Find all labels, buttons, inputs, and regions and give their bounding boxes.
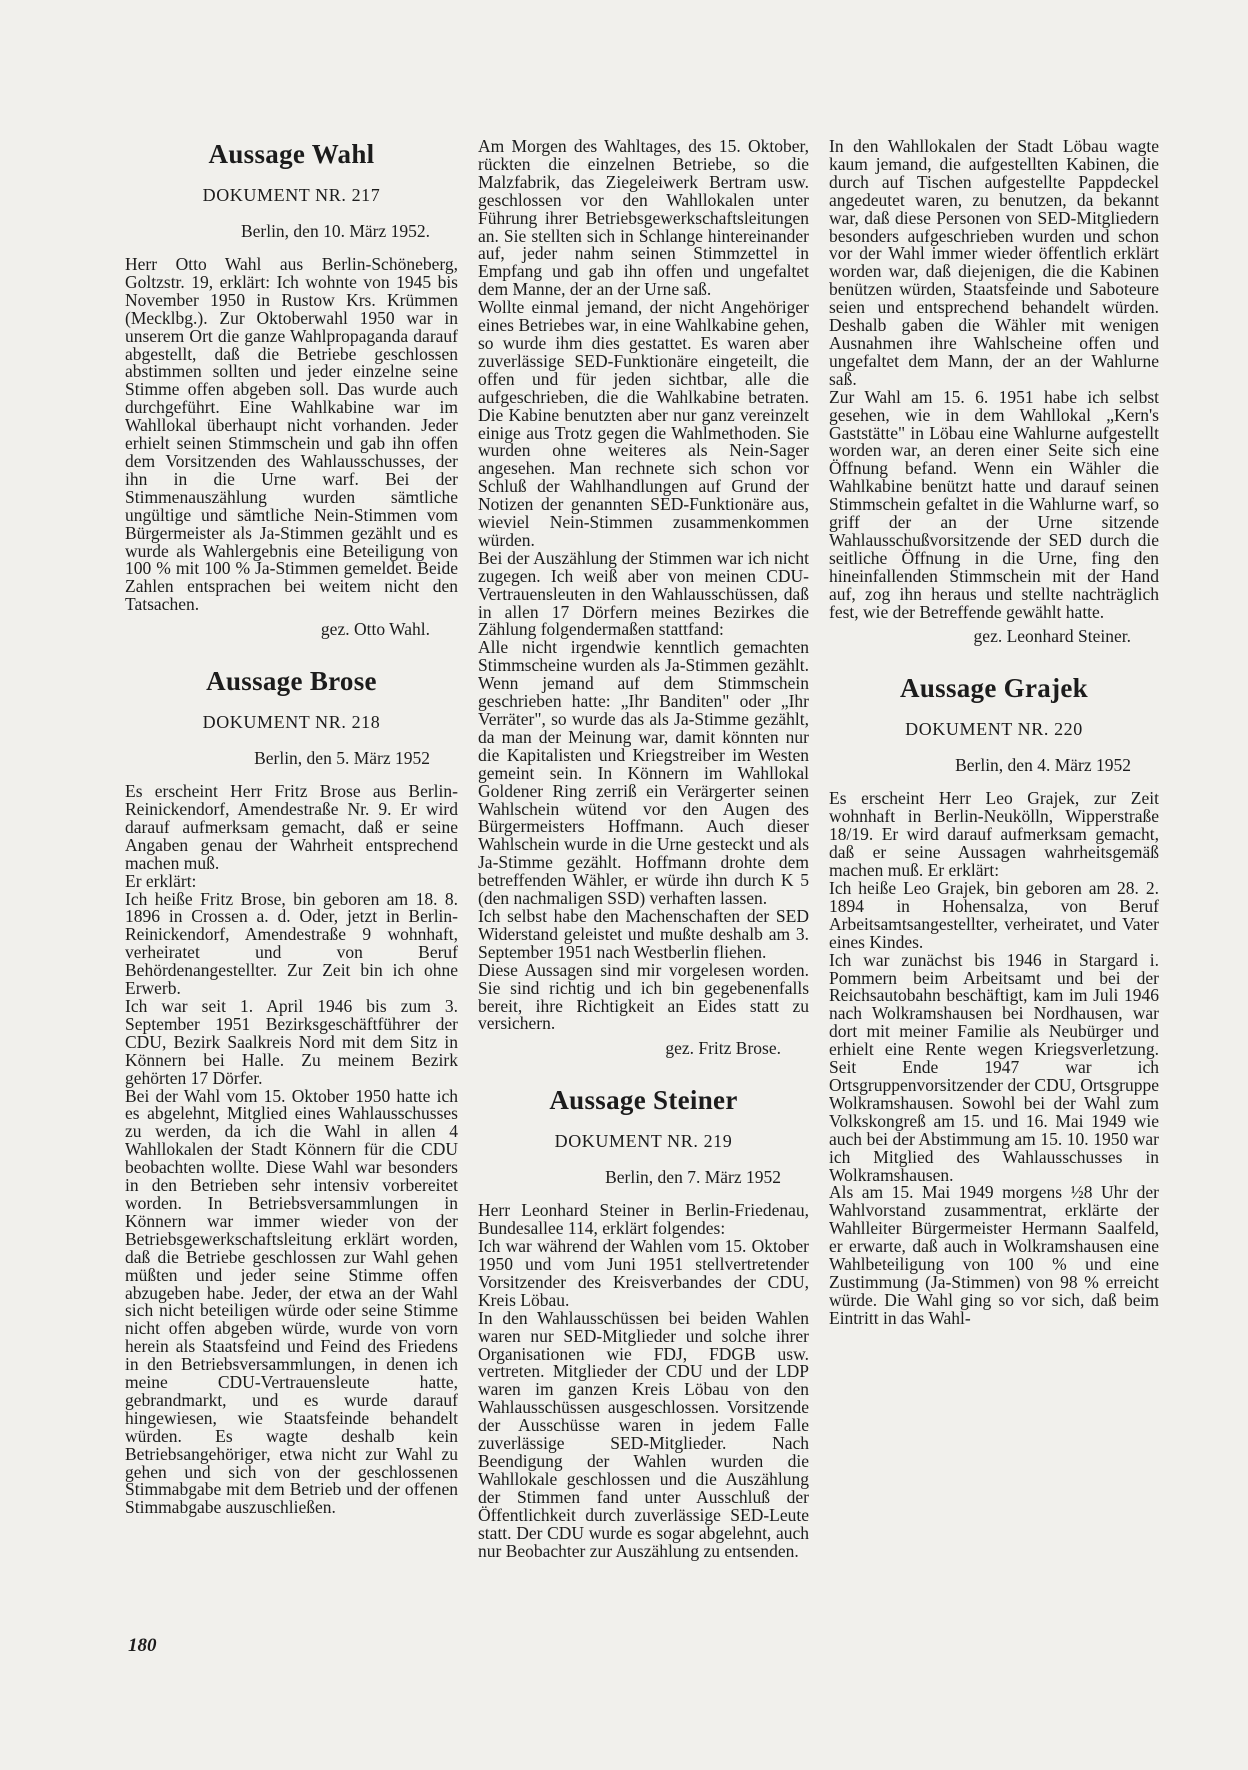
paragraph-brose-1: Es erscheint Herr Fritz Brose aus Berlin-Reinickendorf, Amendestraße Nr. 9. Er wird darauf aufmerksam gemacht, daß er seine Angaben genau der Wahrheit entsprechend machen muß. bbox=[125, 781, 458, 873]
date-brose: Berlin, den 5. März 1952 bbox=[254, 748, 430, 769]
paragraph-brose-5: Bei der Wahl vom 15. Oktober 1950 hatte ich es abgelehnt, Mitglied eines Wahlausschusses zu werden, da ich die Wahl in allen 4 Wahllokalen der Stadt Könnern für die CDU beobachten wollte. Diese Wahl war besonders in den Betrieben sehr intensiv vorbereitet worden. In Betriebsversammlungen in Könnern war immer wieder von der Betriebsgewerkschaftsleitung erklärt worden, daß die Betriebe geschlossen zur Wahl gehen müßten und jeder seine Stimme offen abzugeben habe. Jeder, der etwa an der Wahl sich nicht beteiligen würde oder seine Stimme nicht offen abgeben würde, wurde von vorn herein als Staatsfeind und Feind des Friedens in den Betriebsversammlungen, in denen ich meine CDU-Vertrauensleute hatte, gebrandmarkt, und es wurde darauf hingewiesen, wie Staatsfeinde behandelt würden. Es wagte deshalb kein Betriebsangehöriger, etwa nicht zur Wahl zu gehen und sich von der geschlossenen Stimmabgabe mit dem Betrieb und der offenen Stimmabgabe auszuschließen. bbox=[125, 1085, 458, 1518]
section-title-grajek: Aussage Grajek bbox=[900, 673, 1088, 704]
column-3 bbox=[829, 138, 1159, 1328]
paragraph-steiner-5: Zur Wahl am 15. 6. 1951 habe ich selbst gesehen, wie in dem Wahllokal „Kern's Gaststätte" in Löbau eine Wahlurne aufgestellt worden war, an deren einer Seite sich eine Öffnung befand. Wenn ein Wähler die Wahlkabine benützt hatte und darauf seinen Stimmschein gefaltet in die Wahlurne warf, so griff der an der Urne sitzende Wahlausschußvorsitzende der SED durch die seitliche Öffnung in die Urne, fing den hineinfallenden Stimmschein mit der Hand auf, zog ihn heraus und stellte nachträglich fest, wie der Betreffende gewählt hatte. bbox=[829, 386, 1159, 622]
section-title-steiner: Aussage Steiner bbox=[549, 1085, 738, 1116]
paragraph-brose-3: Ich heiße Fritz Brose, bin geboren am 18. 8. 1896 in Crossen a. d. Oder, jetzt in Berlin-Reinickendorf, Amendestraße 9 wohnhaft, verheiratet und von Beruf Behördenangestellter. Zur Zeit bin ich ohne Erwerb. bbox=[125, 888, 458, 999]
paragraph-brose-6: Am Morgen des Wahltages, des 15. Oktober, rückten die einzelnen Betriebe, so die Malzfabrik, das Ziegeleiwerk Bertram usw. geschlossen vor den Wahllokalen unter Führung ihrer Betriebsgewerkschaftsleitungen an. Sie stellten sich in Schlange hintereinander auf, jeder nahm seinen Stimmzettel in Empfang und gab ihn offen und ungefaltet dem Manne, der an der Urne saß. bbox=[478, 136, 809, 300]
section-title-wahl: Aussage Wahl bbox=[208, 139, 375, 169]
paragraph-wahl: Herr Otto Wahl aus Berlin-Schöneberg, Goltzstr. 19, erklärt: Ich wohnte von 1945 bis November 1950 in Rustow Krs. Krümmen (Mecklbg.). Zur Oktoberwahl 1950 war in unserem Ort die ganze Wahlpropaganda darauf abgestellt, daß die Betriebe geschlossen abstimmen sollten und jeder einzelne seine Stimme offen abgeben soll. Das wurde auch durchgeführt. Eine Wahlkabine war im Wahllokal überhaupt nicht vorhanden. Jeder erhielt seinen Stimmschein und gab ihn offen dem Vorsitzenden des Wahlausschusses, der ihn in die Urne warf. Bei der Stimmenauszählung wurden sämtliche ungültige und sämtliche Nein-Stimmen vom Bürgermeister als Ja-Stimmen gezählt und es wurde als Wahlergebnis eine Beteiligung von 100 % mit 100 % Ja-Stimmen gemeldet. Beide Zahlen entsprachen bei weitem nicht den Tatsachen. bbox=[125, 254, 458, 615]
paragraph-brose-7: Wollte einmal jemand, der nicht Angehöriger eines Betriebes war, in eine Wahlkabine gehen, so wurde ihm dies gestattet. Es waren aber zuverlässige SED-Funktionäre eingeteilt, die offen und für jeden sichtbar, alle die aufgeschrieben, die die Wahlkabine betraten. Die Kabine benutzten aber nur ganz vereinzelt einige aus Trotz gegen die Wahlmethoden. Sie wurden ohne weiteres als Nein-Sager angesehen. Man rechnete sich schon vor Schluß der Wahlhandlungen auf Grund der Notizen der genannten SED-Funktionäre aus, wieviel Nein-Stimmen zusammenkommen würden. bbox=[478, 297, 809, 550]
document-number-220: DOKUMENT NR. 220 bbox=[905, 719, 1083, 740]
paragraph-steiner-4: In den Wahllokalen der Stadt Löbau wagte kaum jemand, die aufgestellten Kabinen, die durch auf Tischen aufgestellte Pappdeckel angedeutet waren, zu benutzen, da bekannt war, daß diese Personen von SED-Mitgliedern besonders aufgeschrieben wurden und schon vor der Wahl immer wieder öffentlich erklärt worden war, daß diejenigen, die die Kabinen benützen würden, Staatsfeinde und Saboteure seien und entsprechend behandelt würden. Deshalb gaben die Wähler mit wenigen Ausnahmen ihre Wahlscheine offen und ungefaltet dem Mann, der an der Wahlurne saß. bbox=[829, 136, 1159, 389]
paragraph-steiner-1: Herr Leonhard Steiner in Berlin-Friedenau, Bundesallee 114, erklärt folgendes: bbox=[478, 1200, 809, 1239]
paragraph-brose-10: Ich selbst habe den Machenschaften der SED Widerstand geleistet und mußte deshalb am 3. September 1951 nach Westberlin fliehen. bbox=[478, 905, 809, 962]
column-1 bbox=[125, 138, 458, 1517]
date-grajek: Berlin, den 4. März 1952 bbox=[955, 755, 1131, 776]
date-wahl: Berlin, den 10. März 1952. bbox=[240, 221, 430, 241]
signature-steiner: gez. Leonhard Steiner. bbox=[973, 626, 1131, 647]
paragraph-brose-9: Alle nicht irgendwie kenntlich gemachten Stimmscheine wurden als Ja-Stimmen gezählt. Wenn jemand auf dem Stimmschein geschrieben hatte: „Ihr Banditen" oder „Ihr Verräter", so wurde das als Ja-Stimme gezählt, da man der Meinung war, damit könnten nur die Kapitalisten und Kriegstreiber im Westen gemeint sein. In Könnern im Wahllokal Goldener Ring zerriß ein Verärgerter seinen Wahlschein wütend vor den Augen des Bürgermeisters Hoffmann. Auch dieser Wahlschein wurde in die Urne gesteckt und als Ja-Stimme gezählt. Hoffmann drohte dem betreffenden Wähler, er würde ihn durch K 5 (den nachmaligen SSD) verhaften lassen. bbox=[478, 637, 809, 909]
section-title-brose: Aussage Brose bbox=[206, 666, 377, 697]
document-number-219: DOKUMENT NR. 219 bbox=[554, 1131, 733, 1152]
date-steiner: Berlin, den 7. März 1952 bbox=[605, 1167, 781, 1188]
signature-brose: gez. Fritz Brose. bbox=[665, 1038, 781, 1059]
paragraph-steiner-2: Ich war während der Wahlen vom 15. Oktober 1950 und vom Juni 1951 stellvertretender Vorsitzender des Kreisverbandes der CDU, Kreis Löbau. bbox=[478, 1236, 809, 1310]
paragraph-grajek-2: Ich heiße Leo Grajek, bin geboren am 28. 2. 1894 in Hohensalza, von Beruf Arbeitsamtsangestellter, verheiratet, und Vater eines Kindes. bbox=[829, 878, 1159, 952]
paragraph-steiner-3: In den Wahlausschüssen bei beiden Wahlen waren nur SED-Mitglieder und solche ihrer Organisationen wie FDJ, FDGB usw. vertreten. Mitglieder der CDU und der LDP waren im ganzen Kreis Löbau von den Wahlausschüssen ausgeschlossen. Vorsitzende der Ausschüsse waren in jedem Falle zuverlässige SED-Mitglieder. Nach Beendigung der Wahlen wurden die Wahllokale geschlossen und die Auszählung der Stimmen fand unter Ausschluß der Öffentlichkeit durch zuverlässige SED-Leute statt. Der CDU wurde es sogar abgelehnt, auch nur Beobachter zur Auszählung zu entsenden. bbox=[478, 1307, 809, 1561]
paragraph-brose-4: Ich war seit 1. April 1946 bis zum 3. September 1951 Bezirksgeschäftführer der CDU, Bezirk Saalkreis Nord mit dem Sitz in Könnern bei Halle. Zu meinem Bezirk gehörten 17 Dörfer. bbox=[125, 996, 458, 1088]
document-number-218: DOKUMENT NR. 218 bbox=[202, 712, 381, 733]
signature-wahl: gez. Otto Wahl. bbox=[320, 619, 430, 640]
paragraph-brose-8: Bei der Auszählung der Stimmen war ich nicht zugegen. Ich weiß aber von meinen CDU-Vertrauensleuten in den Wahlausschüssen, daß in allen 17 Dörfern meines Bezirkes die Zählung folgendermaßen stattfand: bbox=[478, 547, 809, 640]
paragraph-brose-11: Diese Aussagen sind mir vorgelesen worden. Sie sind richtig und ich bin gegebenenfalls bereit, ihre Richtigkeit an Eides statt zu versichern. bbox=[478, 959, 809, 1034]
page-number: 180 bbox=[128, 1635, 157, 1656]
paragraph-grajek-4: Als am 15. Mai 1949 morgens ½8 Uhr der Wahlvorstand zusammentrat, erklärte der Wahlleiter Bürgermeister Hermann Saalfeld, er erwarte, daß auch in Wolkramshausen eine Wahlbeteiligung von 100 % und eine Zustimmung (Ja-Stimmen) von 98 % erreicht würde. Die Wahl ging so vor sich, daß beim Eintritt in das Wahl- bbox=[829, 1182, 1159, 1328]
paragraph-grajek-1: Es erscheint Herr Leo Grajek, zur Zeit wohnhaft in Berlin-Neukölln, Wipperstraße 18/19. Er wird darauf aufmerksam gemacht, daß er seine Aussagen wahrheitsgemäß machen muß. Er erklärt: bbox=[829, 788, 1159, 881]
paragraph-brose-2: Er erklärt: bbox=[125, 870, 197, 891]
paragraph-grajek-3: Ich war zunächst bis 1946 in Stargard i. Pommern beim Arbeitsamt und bei der Reichsautobahn beschäftigt, kam im Juli 1946 nach Wolkramshausen bei Nordhausen, war dort mit meiner Familie als Neubürger und erhielt eine Rente wegen Kriegsverletzung. Seit Ende 1947 war ich Ortsgruppenvorsitzender der CDU, Ortsgruppe Wolkramshausen. Sowohl bei der Wahl zum Volkskongreß am 15. und 16. Mai 1949 wie auch bei der Abstimmung am 15. 10. 1950 war ich Mitglied des Wahlausschusses in Wolkramshausen. bbox=[829, 949, 1159, 1185]
column-2 bbox=[478, 138, 809, 1560]
document-number-217: DOKUMENT NR. 217 bbox=[202, 185, 381, 205]
